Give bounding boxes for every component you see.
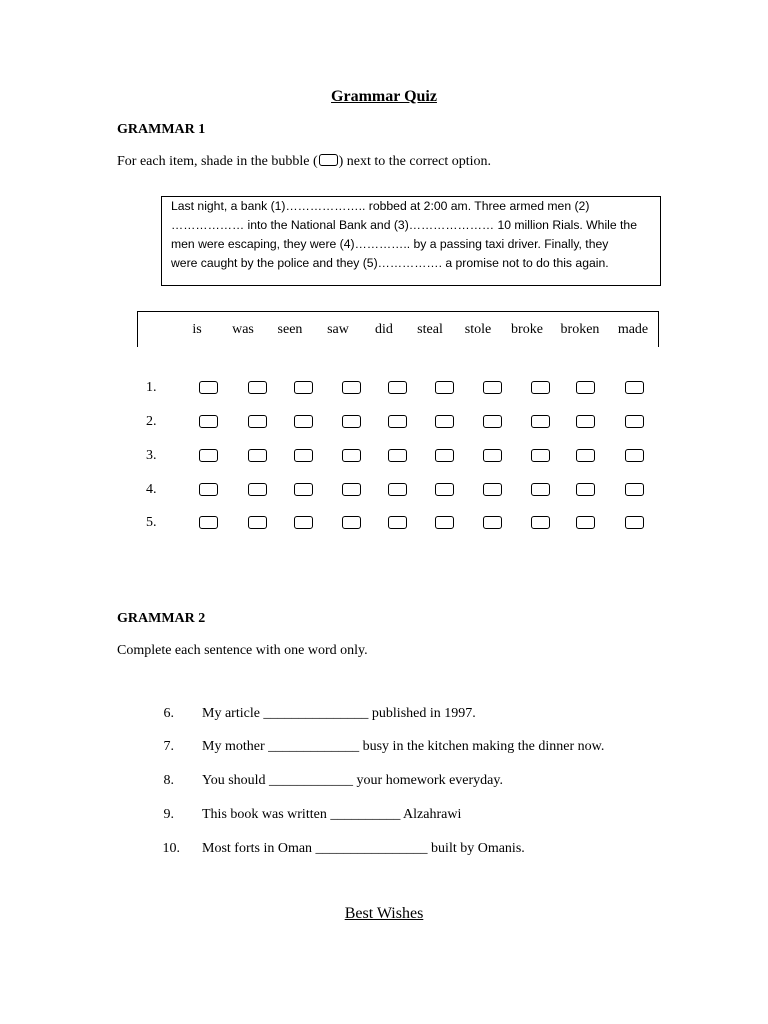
answer-bubble-4-stole[interactable] [483,483,502,496]
option-stole: stole [464,322,492,337]
answer-bubble-3-seen[interactable] [294,449,313,462]
answer-bubble-3-steal[interactable] [435,449,454,462]
answer-bubble-3-was[interactable] [248,449,267,462]
option-made: made [617,322,649,337]
answer-bubble-5-is[interactable] [199,516,218,529]
option-was: was [232,322,254,337]
answer-bubble-5-broke[interactable] [531,516,550,529]
answer-bubble-5-was[interactable] [248,516,267,529]
sentence-number: 6. [163,706,174,721]
answer-bubble-5-steal[interactable] [435,516,454,529]
option-broke: broke [511,322,543,337]
answer-bubble-3-stole[interactable] [483,449,502,462]
answer-bubble-2-stole[interactable] [483,415,502,428]
answer-bubble-4-broken[interactable] [576,483,595,496]
answer-bubble-1-was[interactable] [248,381,267,394]
answer-bubble-3-did[interactable] [388,449,407,462]
option-is: is [192,322,202,337]
instruction-text-before: For each item, shade in the bubble ( [117,154,318,169]
option-seen: seen [277,322,303,337]
answer-bubble-1-made[interactable] [625,381,644,394]
answer-bubble-1-did[interactable] [388,381,407,394]
sentence-text: Most forts in Oman ________________ built by Omanis. [202,841,525,856]
answer-bubble-2-made[interactable] [625,415,644,428]
sentence-number: 8. [163,773,174,788]
item-number: 2. [146,414,157,429]
sentence-text: My mother _____________ busy in the kitchen making the dinner now. [202,739,605,754]
answer-bubble-1-seen[interactable] [294,381,313,394]
option-steal: steal [417,322,443,337]
answer-bubble-4-made[interactable] [625,483,644,496]
passage-line: were caught by the police and they (5)……………. a promise not to do this again. [171,256,609,270]
item-number: 3. [146,448,157,463]
sentence-text: This book was written __________ Alzahrawi [202,807,462,822]
item-number: 5. [146,515,157,530]
passage-line: ……………… into the National Bank and (3)………………… 10 million Rials. While the [171,218,637,232]
option-saw: saw [327,322,349,337]
answer-bubble-4-was[interactable] [248,483,267,496]
passage-box [161,196,661,286]
answer-bubble-2-broke[interactable] [531,415,550,428]
answer-bubble-1-broke[interactable] [531,381,550,394]
answer-bubble-2-was[interactable] [248,415,267,428]
answer-bubble-3-is[interactable] [199,449,218,462]
item-number: 4. [146,482,157,497]
answer-bubble-4-seen[interactable] [294,483,313,496]
answer-bubble-3-broken[interactable] [576,449,595,462]
grammar2-heading: GRAMMAR 2 [117,611,206,626]
answer-bubble-5-saw[interactable] [342,516,361,529]
answer-bubble-5-did[interactable] [388,516,407,529]
sentence-number: 7. [163,739,174,754]
grammar2-instruction: Complete each sentence with one word only. [117,643,368,658]
passage-line: Last night, a bank (1)……………….. robbed at 2:00 am. Three armed men (2) [171,199,590,213]
item-number: 1. [146,380,157,395]
instruction-text-after: ) next to the correct option. [338,154,492,169]
answer-bubble-3-made[interactable] [625,449,644,462]
answer-bubble-5-made[interactable] [625,516,644,529]
passage-line: men were escaping, they were (4)………….. by a passing taxi driver. Finally, they [171,237,609,251]
answer-bubble-1-steal[interactable] [435,381,454,394]
answer-bubble-2-seen[interactable] [294,415,313,428]
answer-bubble-4-broke[interactable] [531,483,550,496]
grammar1-instruction [117,154,491,170]
answer-bubble-4-steal[interactable] [435,483,454,496]
answer-bubble-3-saw[interactable] [342,449,361,462]
sentence-number: 10. [162,841,180,856]
answer-bubble-2-steal[interactable] [435,415,454,428]
answer-bubble-4-saw[interactable] [342,483,361,496]
option-broken: broken [560,322,600,337]
sentence-text: You should ____________ your homework everyday. [202,773,503,788]
answer-bubble-5-seen[interactable] [294,516,313,529]
answer-bubble-1-stole[interactable] [483,381,502,394]
bubble-example-icon [319,154,338,166]
best-wishes-footer: Best Wishes [344,905,424,922]
answer-bubble-2-is[interactable] [199,415,218,428]
option-did: did [375,322,393,337]
answer-bubble-2-did[interactable] [388,415,407,428]
answer-bubble-1-saw[interactable] [342,381,361,394]
answer-bubble-5-stole[interactable] [483,516,502,529]
answer-bubble-1-is[interactable] [199,381,218,394]
answer-bubble-1-broken[interactable] [576,381,595,394]
grammar1-heading: GRAMMAR 1 [117,122,206,137]
answer-bubble-3-broke[interactable] [531,449,550,462]
answer-bubble-2-saw[interactable] [342,415,361,428]
answer-bubble-5-broken[interactable] [576,516,595,529]
sentence-text: My article _______________ published in 1997. [202,706,476,721]
answer-bubble-4-did[interactable] [388,483,407,496]
answer-bubble-4-is[interactable] [199,483,218,496]
quiz-title: Grammar Quiz [331,88,437,105]
answer-bubble-2-broken[interactable] [576,415,595,428]
sentence-number: 9. [163,807,174,822]
